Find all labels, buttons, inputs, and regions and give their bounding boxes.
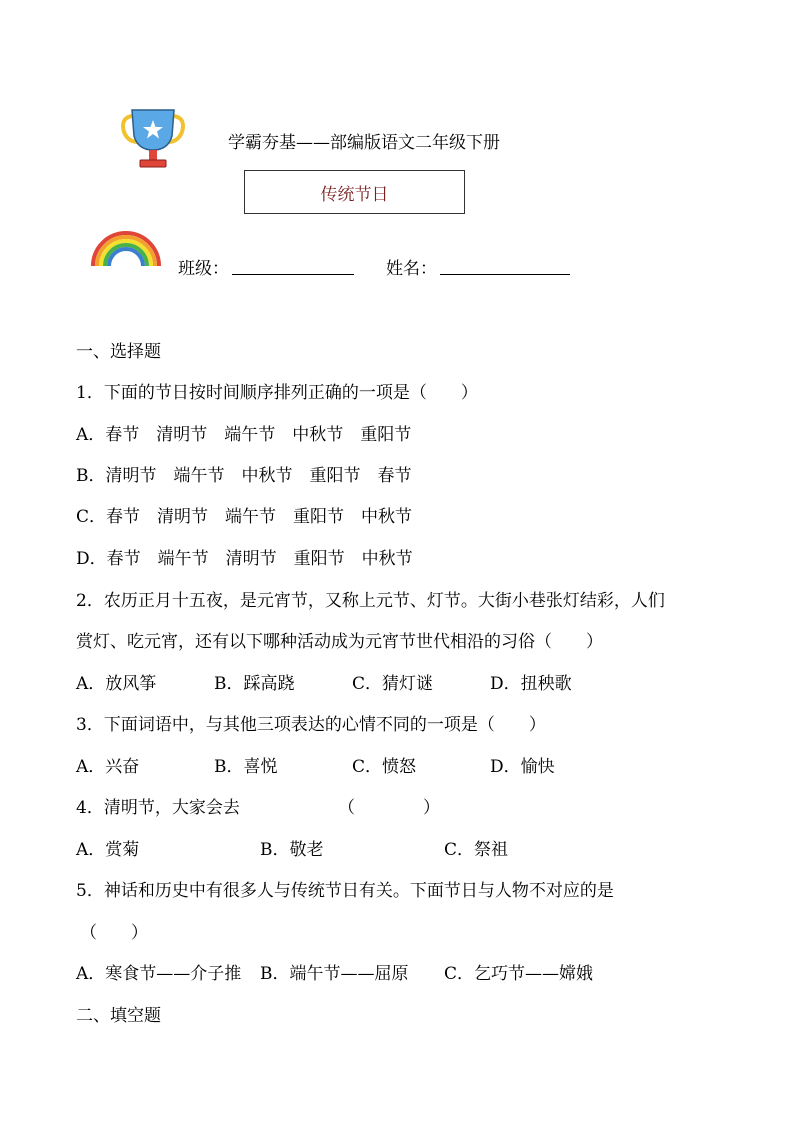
question-3-option-b[interactable]: B．喜悦 [214,757,278,777]
question-2-option-c[interactable]: C．猜灯谜 [352,674,434,694]
question-2-stem-line-2: 赏灯、吃元宵，还有以下哪种活动成为元宵节世代相沿的习俗（ ） [76,632,603,652]
class-input-line[interactable] [232,256,354,275]
question-2-option-a[interactable]: A．放风筝 [76,674,157,694]
section-heading-choice: 一、选择题 [76,342,161,362]
question-5-options [76,959,716,984]
question-1-option-a[interactable]: A．春节 清明节 端午节 中秋节 重阳节 [76,425,412,445]
question-5-answer-blank[interactable]: （ ） [80,923,148,943]
question-4-option-a[interactable]: A．赏菊 [76,840,140,860]
document-title: 学霸夯基——部编版语文二年级下册 [228,133,500,153]
question-1-stem: 1．下面的节日按时间顺序排列正确的一项是（ ） [76,383,478,403]
class-label: 班级： [178,259,229,279]
question-3-stem: 3．下面词语中，与其他三项表达的心情不同的一项是（ ） [76,715,546,735]
question-4-option-c[interactable]: C．祭祖 [444,840,509,860]
subtitle-box [244,170,465,214]
question-1-option-c[interactable]: C．春节 清明节 端午节 重阳节 中秋节 [76,507,413,527]
question-1-option-b[interactable]: B．清明节 端午节 中秋节 重阳节 春节 [76,466,412,486]
name-input-line[interactable] [440,256,570,275]
question-4-options [76,835,716,860]
subtitle-text: 传统节日 [320,184,389,205]
question-2-option-b[interactable]: B．踩高跷 [214,674,295,694]
rainbow-icon [88,226,164,268]
question-3-options [76,752,716,777]
question-4-stem: 4．清明节，大家会去 [76,798,240,818]
question-5-option-b[interactable]: B．端午节——屈原 [260,964,409,984]
question-2-options [76,669,716,694]
question-5-option-c[interactable]: C．乞巧节——嫦娥 [444,964,594,984]
question-2-option-d[interactable]: D．扭秧歌 [490,674,572,694]
name-label: 姓名： [386,259,437,279]
question-4-stem-row [76,793,716,818]
question-1-option-d[interactable]: D．春节 端午节 清明节 重阳节 中秋节 [76,549,413,569]
question-3-option-d[interactable]: D．愉快 [490,757,555,777]
question-4-answer-blank[interactable]: （ ） [338,798,440,818]
question-5-option-a[interactable]: A．寒食节——介子推 [76,964,242,984]
question-2-stem-line-1: 2．农历正月十五夜，是元宵节，又称上元节、灯节。大街小巷张灯结彩，人们 [76,591,665,611]
question-5-stem-line-1: 5．神话和历史中有很多人与传统节日有关。下面节日与人物不对应的是 [76,881,614,901]
section-heading-fill: 二、填空题 [76,1006,161,1026]
question-4-option-b[interactable]: B．敬老 [260,840,324,860]
question-3-option-a[interactable]: A．兴奋 [76,757,140,777]
question-3-option-c[interactable]: C．愤怒 [352,757,417,777]
trophy-icon [118,106,188,170]
